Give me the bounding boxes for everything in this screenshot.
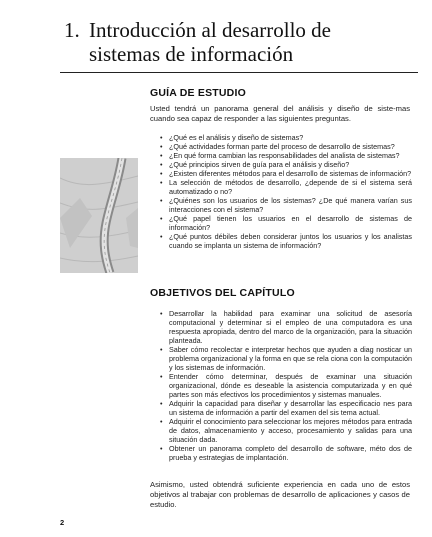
study-guide-intro: Usted tendrá un panorama general del análisis y diseño de siste-mas cuando sea capaz de responder a las siguientes preguntas. [150,104,410,123]
question-item: • ¿Qué es el análisis y diseño de sistemas? [160,133,412,142]
objective-item: • Desarrollar la habilidad para examinar una solicitud de asesoría computacional y determinar si el empleo de una computadora es una respuesta apropiada, dentro del marco de la organización, para la situación planteada. [160,309,412,345]
question-item: • ¿Qué papel tienen los usuarios en el desarrollo de sistemas de información? [160,214,412,232]
chapter-illustration [60,158,138,273]
title-rule [60,72,418,73]
objectives-list [160,309,412,462]
curved-road-illustration [60,158,138,273]
question-item: • ¿Qué principios sirven de guía para el análisis y diseño? [160,160,412,169]
chapter-title-line-2: sistemas de información [89,42,294,66]
study-guide-heading: GUÍA DE ESTUDIO [150,87,246,99]
question-item: • ¿Qué puntos débiles deben considerar juntos los usuarios y los analistas cuando se implanta un sistema de información? [160,232,412,250]
page-number: 2 [60,518,65,527]
study-guide-questions [160,133,412,250]
chapter-title-line-1: Introducción al desarrollo de [89,18,331,42]
chapter-number: 1. [64,18,80,42]
objective-item: • Adquirir el conocimiento para seleccionar los mejores métodos para entrada de datos, almacenamiento y acceso, procesamiento y salidas para una situación dada. [160,417,412,444]
objective-item: • Obtener un panorama completo del desarrollo de software, méto dos de prueba y estrategias de implantación. [160,444,412,462]
objective-item: • Entender cómo determinar, después de examinar una situación organizacional, dónde es deseable la asistencia computarizada y en qué partes son más efectivos los procedimientos y sistemas manuales. [160,372,412,399]
objective-item: • Saber cómo recolectar e interpretar hechos que ayuden a diag nosticar un problema organizacional y la forma en que se rela ciona con la computación y los sistemas de información. [160,345,412,372]
objectives-heading: OBJETIVOS DEL CAPÍTULO [150,287,295,299]
objective-item: • Adquirir la capacidad para diseñar y desarrollar las especificacio nes para un sistema de información a partir del examen del sis tema actual. [160,399,412,417]
question-item: • ¿Quiénes son los usuarios de los sistemas? ¿De qué manera varían sus interacciones con el sistema? [160,196,412,214]
closing-paragraph: Asimismo, usted obtendrá suficiente experiencia en cada uno de estos objetivos al trabajar con problemas de desarrollo de aplicaciones y casos de estudio. [150,480,410,509]
question-item: • ¿Existen diferentes métodos para el desarrollo de sistemas de información? [160,169,412,178]
question-item: • ¿Qué actividades forman parte del proceso de desarrollo de sistemas? [160,142,412,151]
question-item: • La selección de métodos de desarrollo, ¿depende de si el sistema será automatizado o no? [160,178,412,196]
question-item: • ¿En qué forma cambian las responsabilidades del analista de sistemas? [160,151,412,160]
